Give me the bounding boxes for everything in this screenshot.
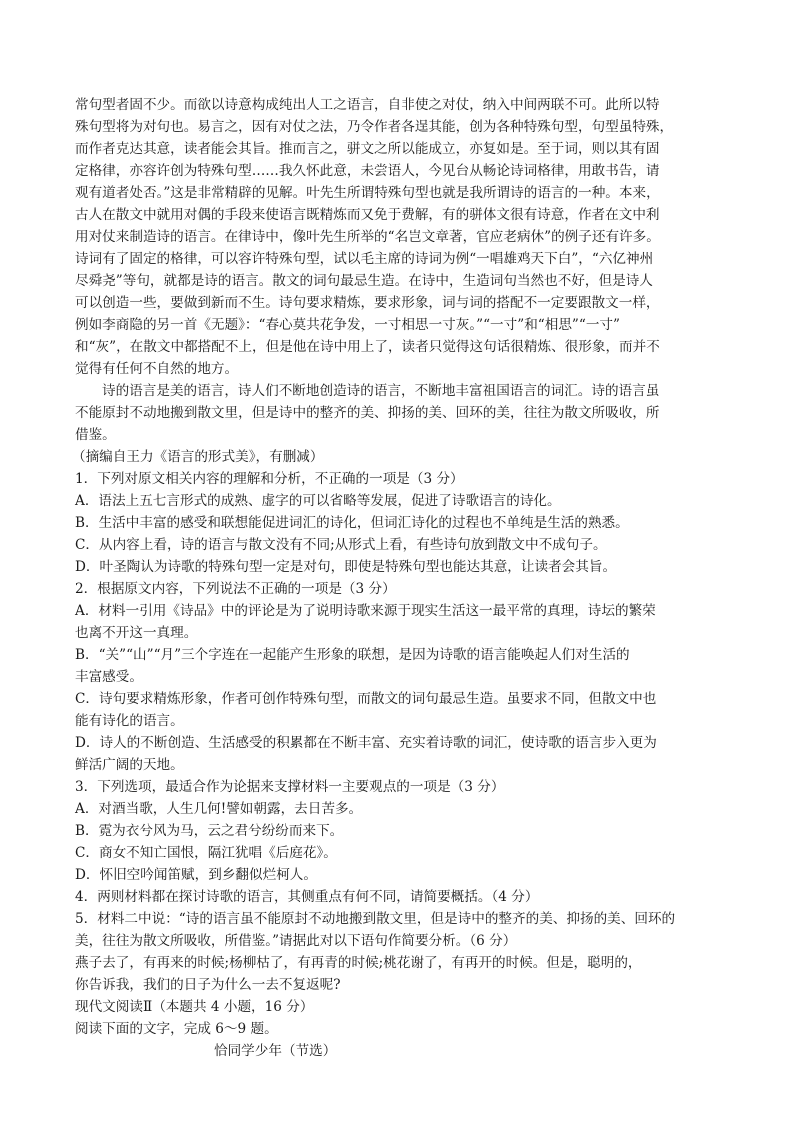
- option-line: D．诗人的不断创造、生活感受的积累都在不断丰富、充实着诗歌的词汇，使诗歌的语言步入更为: [75, 735, 657, 751]
- text-line: 而作者克达其意，读者能会其旨。推而言之，骈文之所以能成立，亦复如是。至于词，则以其有固: [75, 141, 660, 157]
- option-line: B．“关”“山”“月”三个字连在一起能产生形象的联想，是因为诗歌的语言能唤起人们对生活的: [75, 647, 630, 663]
- option-line: 丰富感受。: [75, 669, 143, 685]
- text-line: 例如李商隐的另一首《无题》：“春心莫共花争发，一寸相思一寸灰。”“一寸”和“相思”“一寸”: [75, 317, 620, 333]
- option-line: B．生活中丰富的感受和联想能促进词汇的诗化，但词汇诗化的过程也不单纯是生活的熟悉。: [75, 515, 629, 531]
- instruction-line: 阅读下面的文字，完成 6～9 题。: [75, 1021, 278, 1037]
- section-heading: 现代文阅读Ⅱ（本题共 4 小题，16 分）: [75, 999, 314, 1015]
- text-line: 殊句型将为对句也。易言之，因有对仗之法，乃令作者各逞其能，创为各种特殊句型，句型虽特殊，: [75, 119, 674, 135]
- text-line: 诗词有了固定的格律，可以容许特殊句型，试以毛主席的诗词为例“一唱雄鸡天下白”，“六亿神州: [75, 251, 654, 267]
- option-line: A．材料一引用《诗品》中的评论是为了说明诗歌来源于现实生活这一最平常的真理，诗坛的繁荣: [75, 603, 656, 619]
- text-line: 定格律，亦容许创为特殊句型……我久怀此意，未尝语人，今见台从畅论诗词格律，用敢书告，请: [75, 163, 660, 179]
- text-line: 用对仗来制造诗的语言。在律诗中，像叶先生所举的“名岂文章著，官应老病休”的例子还有许多。: [75, 229, 660, 245]
- question-5-stem: 5．材料二中说：“诗的语言虽不能原封不动地搬到散文里，但是诗中的整齐的美、抑扬的美、回环的: [75, 911, 676, 927]
- option-line: B．霓为衣兮风为马，云之君兮纷纷而来下。: [75, 823, 344, 839]
- text-line: 可以创造一些，要做到新而不生。诗句要求精炼，要求形象，词与词的搭配不一定要跟散文一样，: [75, 295, 660, 311]
- text-line: 不能原封不动地搬到散文里，但是诗中的整齐的美、抑扬的美、回环的美，往往为散文所吸收，所: [75, 405, 660, 421]
- quoted-passage-line: 你告诉我，我们的日子为什么一去不复返呢?: [75, 977, 341, 993]
- text-line: 和“灰”，在散文中都搭配不上，但是他在诗中用上了，读者只觉得这句话很精炼、很形象，而并不: [75, 339, 660, 355]
- option-line: 鲜活广阔的天地。: [75, 757, 184, 773]
- option-line: C．从内容上看，诗的语言与散文没有不同;从形式上看，有些诗句放到散文中不成句子。: [75, 537, 607, 553]
- question-3-stem: 3．下列选项，最适合作为论据来支撑材料一主要观点的一项是（3 分）: [75, 779, 505, 795]
- question-2-stem: 2．根据原文内容，下列说法不正确的一项是（3 分）: [75, 581, 396, 597]
- text-line: 美，往往为散文所吸收，所借鉴。”请据此对以下语句作简要分析。（6 分）: [75, 933, 517, 949]
- question-4-stem: 4．两则材料都在探讨诗歌的语言，其侧重点有何不同，请简要概括。（4 分）: [75, 889, 539, 905]
- option-line: D．怀旧空吟闻笛赋，到乡翻似烂柯人。: [75, 867, 317, 883]
- option-line: A．对酒当歌，人生几何!譬如朝露，去日苦多。: [75, 801, 363, 817]
- source-citation: （摘编自王力《语言的形式美》，有删减）: [72, 449, 324, 465]
- quoted-passage-line: 燕子去了，有再来的时候;杨柳枯了，有再青的时候;桃花谢了，有再开的时候。但是，聪明的，: [75, 955, 642, 971]
- text-line: 借鉴。: [75, 427, 116, 443]
- option-line: 能有诗化的语言。: [75, 713, 184, 729]
- option-line: A．语法上五七言形式的成熟、虚字的可以省略等发展，促进了诗歌语言的诗化。: [75, 493, 561, 509]
- question-1-stem: 1．下列对原文相关内容的理解和分析，不正确的一项是（3 分）: [75, 471, 464, 487]
- option-line: D．叶圣陶认为诗歌的特殊句型一定是对句，即使是特殊句型也能达其意，让读者会其旨。: [75, 559, 617, 575]
- text-line: 古人在散文中就用对偶的手段来使语言既精炼而又免于费解，有的骈体文很有诗意，作者在文中利: [75, 207, 660, 223]
- paragraph-start-line: 诗的语言是美的语言，诗人们不断地创造诗的语言，不断地丰富祖国语言的词汇。诗的语言虽: [102, 383, 660, 399]
- option-line: C．商女不知亡国恨，隔江犹唱《后庭花》。: [75, 845, 337, 861]
- text-line: 觉得有任何不自然的地方。: [75, 361, 239, 377]
- passage-title: 恰同学少年（节选）: [214, 1043, 337, 1059]
- text-line: 观有道者处否。”这是非常精辟的见解。叶先生所谓特殊句型也就是我所谓诗的语言的一种。本来，: [75, 185, 660, 201]
- option-line: C．诗句要求精炼形象，作者可创作特殊句型，而散文的词句最忌生造。虽要求不同，但散文中也: [75, 691, 657, 707]
- text-line: 常句型者固不少。而欲以诗意构成纯出人工之语言，自非使之对仗，纳入中间两联不可。此所以特: [75, 97, 660, 113]
- option-line: 也离不开这一真理。: [75, 625, 198, 641]
- text-line: 尽舜尧”等句，就都是诗的语言。散文的词句最忌生造。在诗中，生造词句当然也不好，但是诗人: [75, 273, 653, 289]
